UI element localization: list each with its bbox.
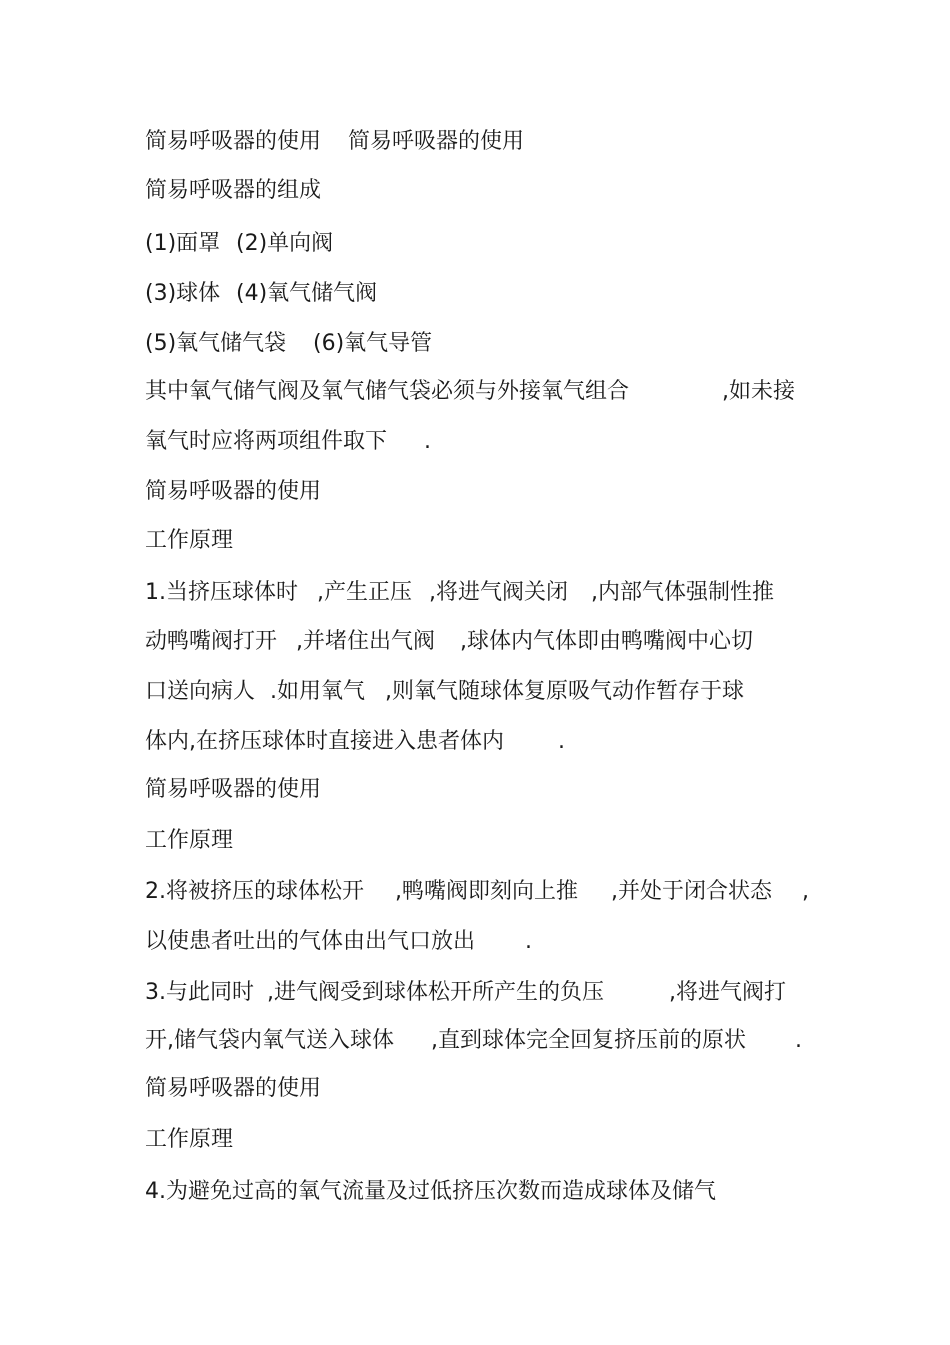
component-item: (4)氧气储气阀 bbox=[236, 281, 378, 306]
paragraph-text: 其中氧气储气阀及氧气储气袋必须与外接氧气组合 bbox=[145, 379, 630, 404]
paragraph-text: ,并堵住出气阀 bbox=[296, 629, 435, 654]
component-item: (3)球体 bbox=[145, 281, 221, 306]
paragraph-text: 4.为避免过高的氧气流量及过低挤压次数而造成球体及储气 bbox=[145, 1179, 716, 1204]
component-item: (2)单向阀 bbox=[236, 231, 334, 256]
paragraph-text: ,内部气体强制性推 bbox=[591, 580, 774, 605]
component-item: (6)氧气导管 bbox=[313, 331, 433, 356]
paragraph-text: .如用氧气 bbox=[270, 679, 365, 704]
paragraph-text: ,将进气阀打 bbox=[669, 980, 786, 1005]
paragraph-text: ,产生正压 bbox=[317, 580, 412, 605]
paragraph-text: . bbox=[558, 729, 565, 754]
paragraph-text: . bbox=[795, 1028, 802, 1053]
component-item: (1)面罩 bbox=[145, 231, 221, 256]
heading-text: 简易呼吸器的组成 bbox=[145, 178, 322, 203]
paragraph-text: ,鸭嘴阀即刻向上推 bbox=[395, 879, 578, 904]
paragraph-text: ,球体内气体即由鸭嘴阀中心切 bbox=[460, 629, 753, 654]
heading-text: 工作原理 bbox=[145, 1127, 234, 1152]
paragraph-text: ,则氧气随球体复原吸气动作暂存于球 bbox=[385, 679, 744, 704]
paragraph-text: ,如未接 bbox=[722, 379, 795, 404]
heading-text: 简易呼吸器的使用 bbox=[145, 479, 322, 504]
paragraph-text: 以使患者吐出的气体由出气口放出 bbox=[145, 929, 476, 954]
paragraph-text: 氧气时应将两项组件取下 bbox=[145, 429, 388, 454]
paragraph-text: 开,储气袋内氧气送入球体 bbox=[145, 1028, 394, 1053]
paragraph-text: , bbox=[802, 879, 809, 904]
title-segment: 简易呼吸器的使用 bbox=[348, 129, 525, 154]
heading-text: 工作原理 bbox=[145, 828, 234, 853]
paragraph-text: . bbox=[525, 929, 532, 954]
component-item: (5)氧气储气袋 bbox=[145, 331, 287, 356]
heading-text: 简易呼吸器的使用 bbox=[145, 777, 322, 802]
paragraph-text: 1.当挤压球体时 bbox=[145, 580, 298, 605]
paragraph-text: ,将进气阀关闭 bbox=[429, 580, 568, 605]
paragraph-text: 体内,在挤压球体时直接进入患者体内 bbox=[145, 729, 504, 754]
paragraph-text: . bbox=[424, 429, 431, 454]
paragraph-line bbox=[145, 1178, 716, 1262]
paragraph-text: ,进气阀受到球体松开所产生的负压 bbox=[267, 980, 604, 1005]
paragraph-text: 动鸭嘴阀打开 bbox=[145, 629, 278, 654]
paragraph-text: 口送向病人 bbox=[145, 679, 256, 704]
heading-text: 简易呼吸器的使用 bbox=[145, 1076, 322, 1101]
paragraph-text: ,并处于闭合状态 bbox=[611, 879, 772, 904]
heading-text: 工作原理 bbox=[145, 528, 234, 553]
title-segment: 简易呼吸器的使用 bbox=[145, 129, 322, 154]
paragraph-text: 2.将被挤压的球体松开 bbox=[145, 879, 364, 904]
paragraph-text: 3.与此同时 bbox=[145, 980, 254, 1005]
paragraph-text: ,直到球体完全回复挤压前的原状 bbox=[431, 1028, 746, 1053]
